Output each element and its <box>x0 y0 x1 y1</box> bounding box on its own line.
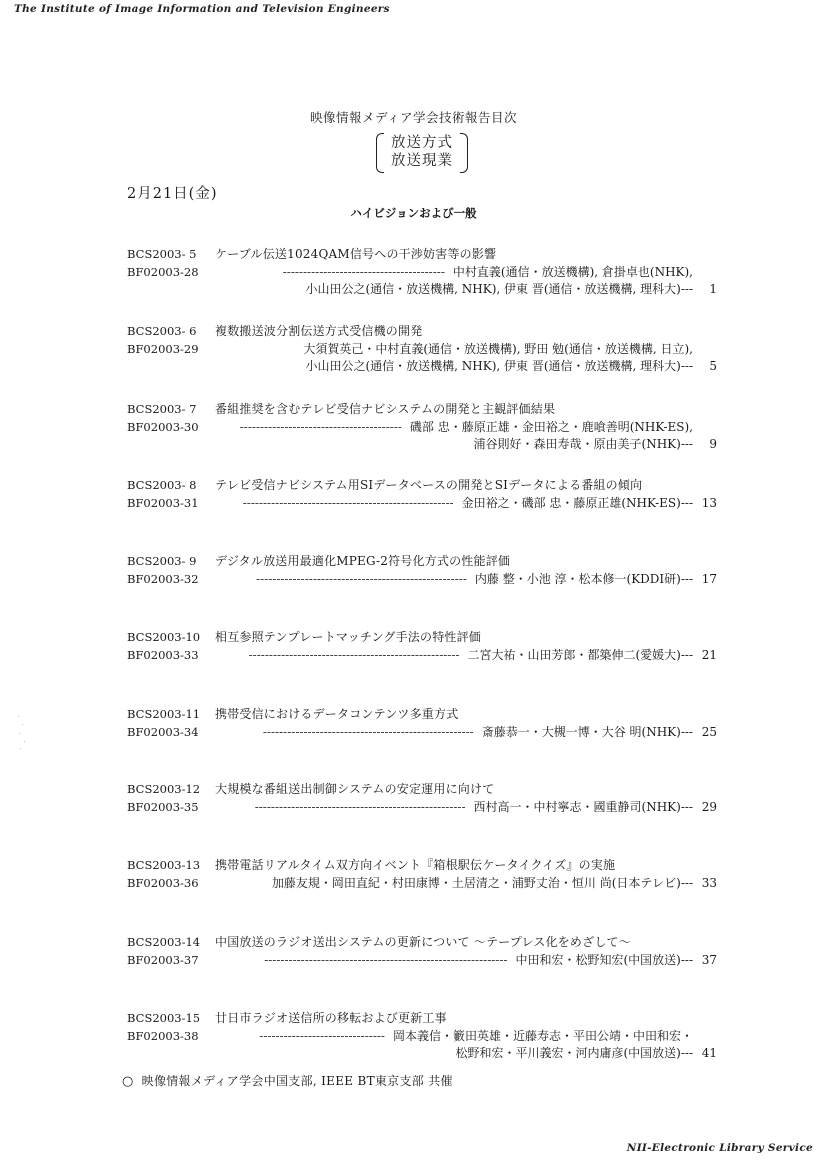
report-code-bcs: BCS2003-13 <box>127 858 201 872</box>
report-code-bcs: BCS2003-14 <box>127 935 201 949</box>
entry-authors: 中田和宏・松野知宏(中国放送)--- <box>515 952 693 967</box>
page-number: 1 <box>709 282 717 296</box>
report-code-bf: BF02003-38 <box>127 1028 199 1043</box>
report-code-bf: BF02003-34 <box>127 724 199 739</box>
leader-dashes: ------------------------------------------------------------ <box>264 952 508 967</box>
page-number: 29 <box>701 799 717 814</box>
page-number: 21 <box>701 647 717 662</box>
circle-mark-icon: ○ <box>122 1074 134 1089</box>
entry-authors: 金田裕之・磯部 忠・藤原正雄(NHK-ES)--- <box>461 495 693 510</box>
report-code-bf: BF02003-28 <box>127 264 199 279</box>
report-code-bcs: BCS2003-10 <box>127 630 201 644</box>
entry-title: 廿日市ラジオ送信所の移転および更新工事 <box>215 1011 447 1025</box>
report-code-bcs: BCS2003- 5 <box>127 247 197 261</box>
series-line-2: 放送現業 <box>391 153 453 169</box>
leader-dashes: ---------------------------------------------------- <box>242 495 454 510</box>
library-service-footer: NII-Electronic Library Service <box>626 1142 813 1154</box>
session-title: ハイビジョンおよび一般 <box>350 206 477 220</box>
entry-title: 携帯受信におけるデータコンテンツ多重方式 <box>215 707 459 721</box>
report-code-bcs: BCS2003-11 <box>127 707 201 721</box>
cosponsor-text: 映像情報メディア学会中国支部, IEEE BT東京支部 共催 <box>141 1074 453 1088</box>
report-code-bcs: BCS2003-12 <box>127 782 201 796</box>
entry-authors: 加藤友規・岡田直紀・村田康博・土居清之・浦野丈治・恒川 尚(日本テレビ)--- <box>271 875 693 890</box>
entry-authors: 磯部 忠・藤原正雄・金田裕之・鹿喰善明(NHK-ES), <box>409 419 693 434</box>
entry-title: 大規模な番組送出制御システムの安定運用に向けて <box>215 782 495 796</box>
leader-dashes: ---------------------------------------------------- <box>256 571 467 586</box>
page-number: 17 <box>701 571 717 586</box>
leader-dashes: ---------------------------------------------------- <box>248 647 460 662</box>
entry-authors: 松野和宏・平川義宏・河内庸彦(中国放送)--- <box>455 1046 693 1060</box>
leader-dashes: ---------------------------------------- <box>282 264 445 279</box>
entry-title: デジタル放送用最適化MPEG-2符号化方式の性能評価 <box>215 554 511 568</box>
entry-title: テレビ受信ナビシステム用SIデータベースの開発とSIデータによる番組の傾向 <box>215 478 643 492</box>
entry-authors: 小山田公之(通信・放送機構, NHK), 伊東 晋(通信・放送機構, 理科大)--- <box>305 282 693 296</box>
entry-authors: 浦谷則好・森田寿哉・原由美子(NHK)--- <box>473 437 693 451</box>
entry-authors: 小山田公之(通信・放送機構, NHK), 伊東 晋(通信・放送機構, 理科大)--- <box>305 359 693 373</box>
report-code-bf: BF02003-37 <box>127 952 199 967</box>
series-line-1: 放送方式 <box>391 135 453 151</box>
entry-authors: 内藤 整・小池 淳・松本修一(KDDI研)--- <box>474 571 693 586</box>
page-number: 9 <box>709 437 717 451</box>
entry-authors: 二宮大祐・山田芳郎・都築伸二(愛媛大)--- <box>467 647 693 662</box>
entry-authors: 中村直義(通信・放送機構), 倉掛卓也(NHK), <box>452 264 693 279</box>
entry-title: 相互参照テンプレートマッチング手法の特性評価 <box>215 630 482 644</box>
report-code-bf: BF02003-35 <box>127 799 199 814</box>
entry-title: 中国放送のラジオ送出システムの更新について ～テープレス化をめざして～ <box>215 935 631 949</box>
organization-header: The Institute of Image Information and Television Engineers <box>14 3 390 15</box>
report-code-bf: BF02003-29 <box>127 341 199 356</box>
report-code-bcs: BCS2003- 6 <box>127 324 197 338</box>
page-number: 13 <box>701 495 717 510</box>
entry-authors: 西村高一・中村寧志・國重静司(NHK)--- <box>473 799 693 814</box>
report-code-bf: BF02003-31 <box>127 495 199 510</box>
series-box <box>376 133 468 173</box>
entry-authors: 岡本義信・籔田英雄・近藤寿志・平田公靖・中田和宏・ <box>392 1028 693 1043</box>
page-number: 41 <box>701 1046 717 1060</box>
report-code-bcs: BCS2003-15 <box>127 1011 201 1025</box>
page-number: 25 <box>701 724 717 739</box>
entry-title: ケーブル伝送1024QAM信号への干渉妨害等の影響 <box>215 247 497 261</box>
entry-authors: 大須賀英己・中村直義(通信・放送機構), 野田 勉(通信・放送機構, 日立), <box>303 341 693 356</box>
report-code-bcs: BCS2003- 7 <box>127 402 197 416</box>
leader-dashes: ---------------------------------------------------- <box>262 724 474 739</box>
report-code-bf: BF02003-32 <box>127 571 199 586</box>
report-code-bf: BF02003-36 <box>127 875 199 890</box>
cosponsor-note <box>122 1072 453 1089</box>
leader-dashes: ------------------------------- <box>259 1028 385 1043</box>
report-code-bcs: BCS2003- 8 <box>127 478 197 492</box>
entry-title: 番組推奨を含むテレビ受信ナビシステムの開発と主観評価結果 <box>215 402 556 416</box>
leader-dashes: ---------------------------------------------------- <box>254 799 466 814</box>
session-date: 2月21日(金) <box>127 186 218 202</box>
page-number: 5 <box>709 359 717 373</box>
entry-authors: 斎藤恭一・大槻一博・大谷 明(NHK)--- <box>481 724 693 739</box>
page-number: 33 <box>701 875 717 890</box>
entry-title: 複数搬送波分割伝送方式受信機の開発 <box>215 324 423 338</box>
page-number: 37 <box>701 952 717 967</box>
entry-title: 携帯電話リアルタイム双方向イベント『箱根駅伝ケータイクイズ』の実施 <box>215 858 616 872</box>
document-title: 映像情報メディア学会技術報告目次 <box>309 110 517 125</box>
report-code-bf: BF02003-33 <box>127 647 199 662</box>
report-code-bcs: BCS2003- 9 <box>127 554 197 568</box>
report-code-bf: BF02003-30 <box>127 419 199 434</box>
leader-dashes: ---------------------------------------- <box>239 419 402 434</box>
